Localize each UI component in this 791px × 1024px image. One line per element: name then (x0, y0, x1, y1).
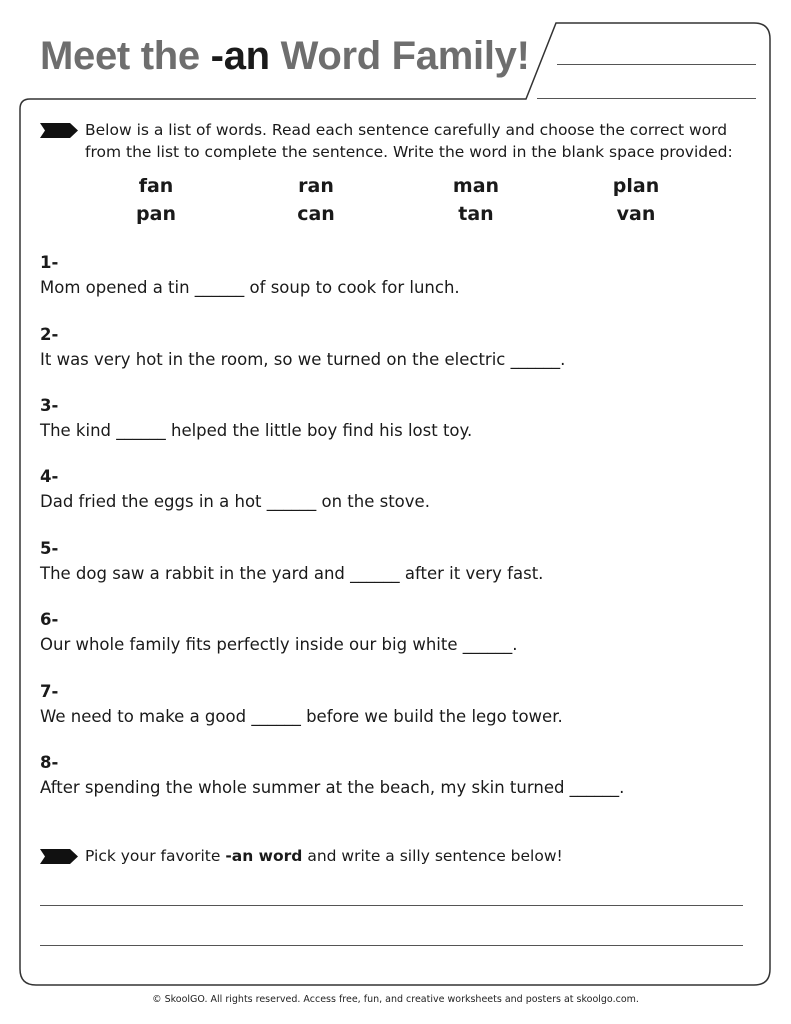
question-number: 3- (40, 396, 59, 415)
bonus-prompt-keyword: -an word (225, 847, 303, 865)
word-bank (76, 174, 716, 226)
page-title (40, 30, 530, 82)
question-text[interactable]: Mom opened a tin ______ of soup to cook for lunch. (40, 278, 460, 297)
bonus-prompt-pre: Pick your favorite (85, 847, 226, 865)
arrow-tag-icon (40, 849, 78, 864)
question-number: 2- (40, 325, 59, 344)
instructions (40, 119, 752, 163)
question-text[interactable]: Dad fried the eggs in a hot ______ on the stove. (40, 492, 430, 511)
question-number: 8- (40, 753, 59, 772)
question-number: 1- (40, 253, 59, 272)
arrow-tag-icon (40, 123, 78, 138)
date-write-line[interactable] (537, 98, 756, 99)
question-item (40, 466, 760, 514)
question-text[interactable]: We need to make a good ______ before we build the lego tower. (40, 707, 563, 726)
bonus-prompt-post: and write a silly sentence below! (302, 847, 563, 865)
copyright-footer: © SkoolGO. All rights reserved. Access free, fun, and creative worksheets and posters at skoolgo.com. (152, 994, 639, 1005)
question-text[interactable]: It was very hot in the room, so we turned on the electric ______. (40, 350, 566, 369)
question-item (40, 681, 760, 729)
question-text[interactable]: The dog saw a rabbit in the yard and ______ after it very fast. (40, 564, 544, 583)
bonus-prompt (40, 845, 752, 867)
word-bank-item: fan (138, 175, 174, 197)
sentence-write-line[interactable] (40, 905, 743, 906)
question-text[interactable]: Our whole family fits perfectly inside our big white ______. (40, 635, 518, 654)
question-item (40, 324, 760, 372)
question-item (40, 752, 760, 800)
question-number: 5- (40, 539, 59, 558)
instructions-text: Below is a list of words. Read each sentence carefully and choose the correct word from the list to complete the sentence. Write the word in the blank space provided: (85, 121, 733, 161)
title-suffix: Word Family! (269, 34, 530, 78)
word-bank-item: tan (458, 203, 494, 225)
word-bank-item: ran (298, 175, 334, 197)
question-item (40, 609, 760, 657)
sentence-write-line[interactable] (40, 945, 743, 946)
word-bank-item: can (297, 203, 335, 225)
question-item (40, 252, 760, 300)
question-item (40, 538, 760, 586)
question-number: 7- (40, 682, 59, 701)
question-item (40, 395, 760, 443)
word-bank-item: man (452, 175, 500, 197)
title-keyword: -an (210, 34, 270, 78)
name-write-line[interactable] (557, 64, 756, 65)
word-bank-item: plan (612, 175, 660, 197)
bonus-prompt-text (40, 845, 752, 867)
question-text[interactable]: After spending the whole summer at the beach, my skin turned ______. (40, 778, 625, 797)
question-number: 6- (40, 610, 59, 629)
question-number: 4- (40, 467, 59, 486)
word-bank-item: pan (136, 203, 176, 225)
title-prefix: Meet the (40, 34, 211, 78)
question-text[interactable]: The kind ______ helped the little boy find his lost toy. (40, 421, 473, 440)
word-bank-item: van (616, 203, 656, 225)
